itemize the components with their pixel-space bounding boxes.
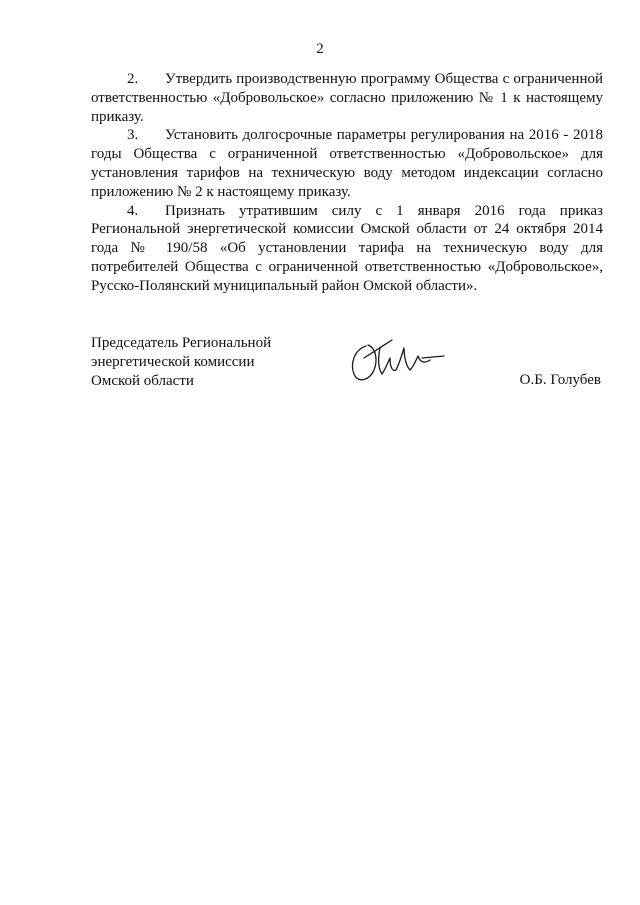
page-number: 2 xyxy=(316,41,324,57)
paragraph-text: Признать утратившим силу с 1 января 2016 года приказ Региональной энергетической комиссии Омской области от 24 октября 2014 года № 190/58 «Об установлении тарифа на техническую воду для потребителей Общества с ограниченной ответственностью «Добровольское», Русско-Полянский муниципальный район Омской области». xyxy=(91,202,603,294)
handwritten-signature xyxy=(344,334,454,394)
paragraph-text: Утвердить производственную программу Общества с ограниченной ответственностью «Добровольское» согласно приложению № 1 к настоящему приказу. xyxy=(91,71,603,125)
paragraph-number: 4. xyxy=(127,202,139,219)
signatory-title-line: энергетической комиссии xyxy=(91,353,255,370)
paragraph-2 xyxy=(91,70,603,126)
signatory-title-line: Омской области xyxy=(91,372,194,389)
paragraph-3 xyxy=(91,126,603,201)
signatory-title xyxy=(91,334,321,390)
paragraph-number: 3. xyxy=(127,127,139,144)
signatory-title-line: Председатель Региональной xyxy=(91,335,272,351)
paragraph-4 xyxy=(91,202,603,296)
signer-name: О.Б. Голубев xyxy=(519,372,601,388)
paragraph-number: 2. xyxy=(127,71,139,87)
document-body xyxy=(91,70,603,296)
paragraph-text: Установить долгосрочные параметры регулирования на 2016 - 2018 годы Общества с ограниченной ответственностью «Добровольское» для установления тарифов на техническую воду методом индексации согласно приложению № 2 к настоящему приказу. xyxy=(91,127,603,200)
